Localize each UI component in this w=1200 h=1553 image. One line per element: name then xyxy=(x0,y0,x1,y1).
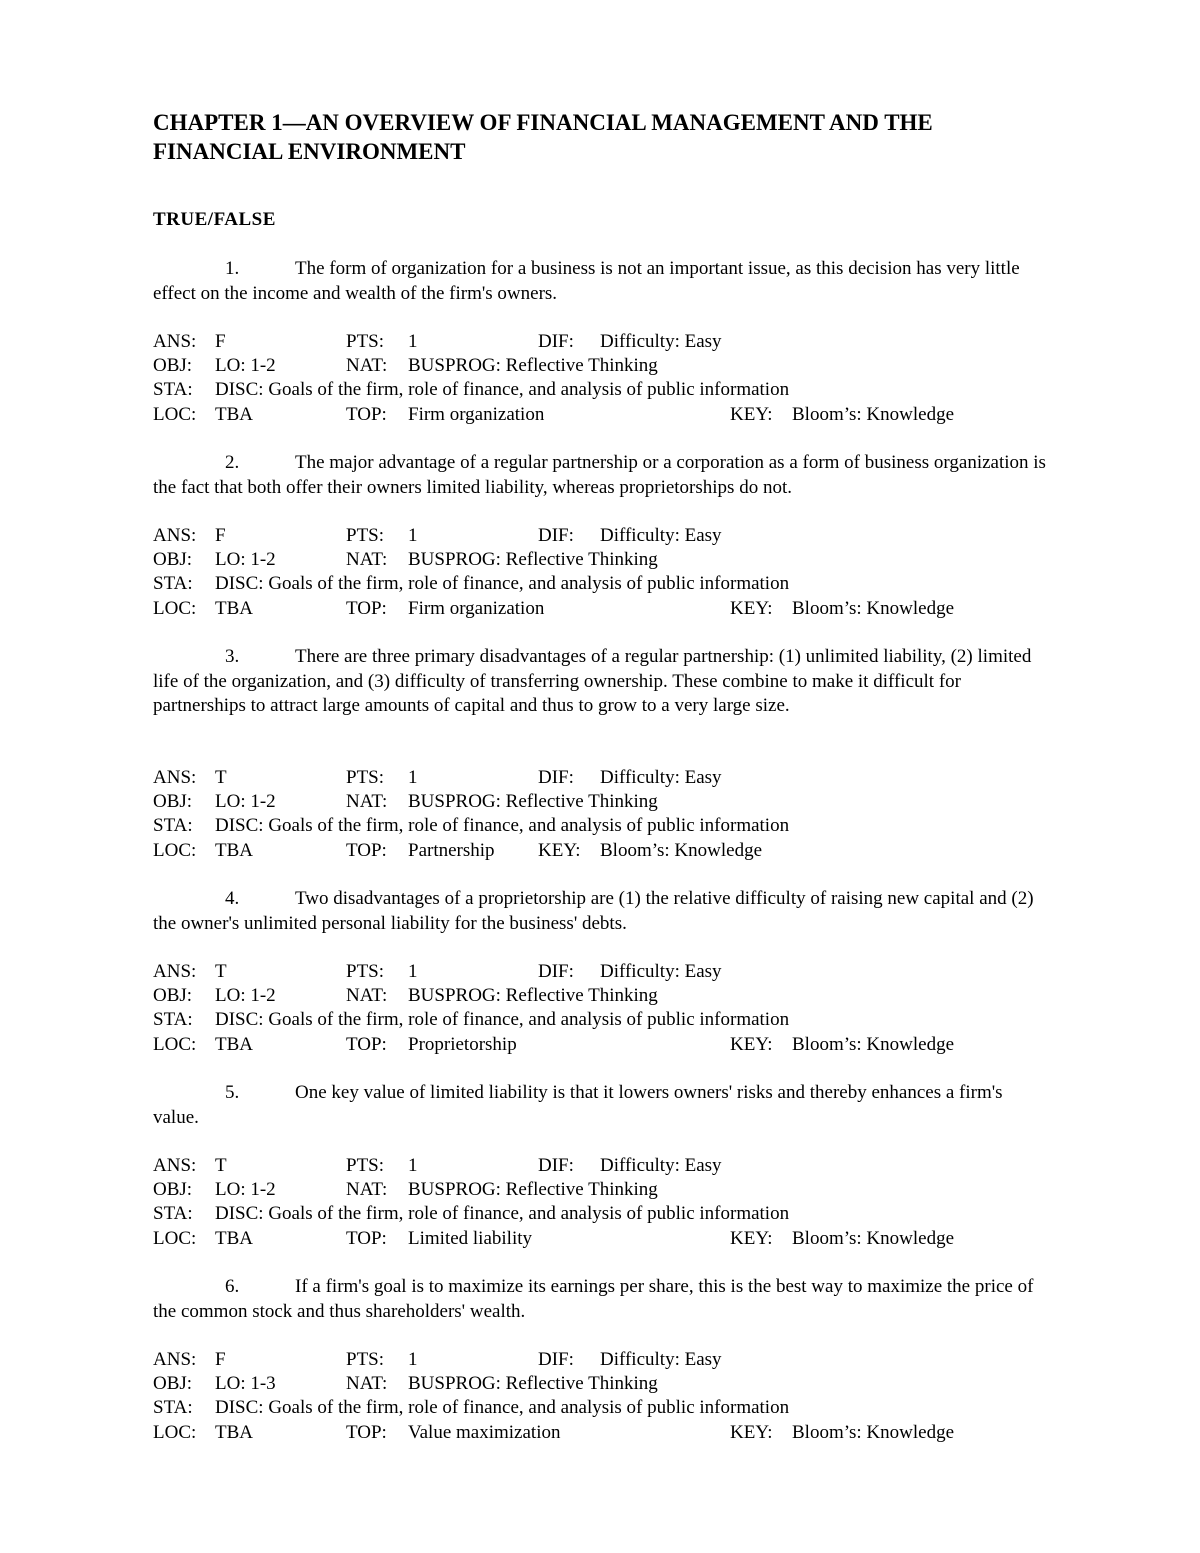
top-label: TOP: xyxy=(346,1227,387,1249)
location-row xyxy=(153,1227,1053,1251)
loc-value: TBA xyxy=(215,1227,253,1249)
question-number: 5. xyxy=(225,1082,240,1103)
dif-label: DIF: xyxy=(538,525,574,546)
question-5 xyxy=(153,1081,1053,1130)
standard-row xyxy=(153,378,1053,402)
top-value: Partnership xyxy=(408,839,495,861)
question-number: 4. xyxy=(225,888,240,909)
sta-value: DISC: Goals of the firm, role of finance, and analysis of public information xyxy=(215,1397,790,1419)
objective-row xyxy=(153,1178,1053,1202)
answer-block-6 xyxy=(153,1348,1053,1445)
nat-value: BUSPROG: Reflective Thinking xyxy=(408,355,658,377)
obj-value: LO: 1-3 xyxy=(215,1373,276,1395)
loc-value: TBA xyxy=(215,1421,253,1443)
ans-label: ANS: xyxy=(153,331,197,352)
location-row xyxy=(153,1421,1053,1445)
loc-label: LOC: xyxy=(153,1033,197,1055)
key-value: Bloom’s: Knowledge xyxy=(792,403,955,425)
question-text: Two disadvantages of a proprietorship are (1) the relative difficulty of raising new capital and (2) the owner's unlimited personal liability for the business' debts. xyxy=(153,888,1034,934)
nat-value: BUSPROG: Reflective Thinking xyxy=(408,549,658,571)
nat-label: NAT: xyxy=(346,1373,388,1395)
loc-value: TBA xyxy=(215,1033,253,1055)
answer-block-1 xyxy=(153,330,1053,427)
standard-row xyxy=(153,814,1053,838)
key-value: Bloom’s: Knowledge xyxy=(792,1033,955,1055)
sta-label: STA: xyxy=(153,1203,193,1225)
objective-row xyxy=(153,984,1053,1008)
loc-label: LOC: xyxy=(153,1227,197,1249)
nat-value: BUSPROG: Reflective Thinking xyxy=(408,1179,658,1201)
question-text: If a firm's goal is to maximize its earnings per share, this is the best way to maximize the price of the common stock and thus shareholders' wealth. xyxy=(153,1276,1034,1322)
location-row xyxy=(153,1033,1053,1057)
sta-value: DISC: Goals of the firm, role of finance, and analysis of public information xyxy=(215,815,790,837)
objective-row xyxy=(153,1372,1053,1396)
sta-value: DISC: Goals of the firm, role of finance, and analysis of public information xyxy=(215,1009,790,1031)
standard-row xyxy=(153,1202,1053,1226)
loc-value: TBA xyxy=(215,839,253,861)
nat-label: NAT: xyxy=(346,985,388,1007)
key-value: Bloom’s: Knowledge xyxy=(600,839,763,861)
question-6 xyxy=(153,1275,1053,1324)
sta-label: STA: xyxy=(153,1397,193,1419)
ans-label: ANS: xyxy=(153,525,197,546)
loc-value: TBA xyxy=(215,597,253,619)
standard-row xyxy=(153,572,1053,596)
nat-label: NAT: xyxy=(346,549,388,571)
objective-row xyxy=(153,790,1053,814)
key-label: KEY: xyxy=(730,403,773,425)
section-heading: TRUE/FALSE xyxy=(153,209,276,230)
ans-value: T xyxy=(215,961,227,982)
question-text: The major advantage of a regular partnership or a corporation as a form of business organization is the fact that both offer their owners limited liability, whereas proprietorships do not. xyxy=(153,452,1046,498)
question-1 xyxy=(153,257,1053,306)
top-label: TOP: xyxy=(346,597,387,619)
ans-value: F xyxy=(215,1349,226,1370)
answer-row xyxy=(153,960,1053,984)
objective-row xyxy=(153,548,1053,572)
nat-label: NAT: xyxy=(346,791,388,813)
top-value: Firm organization xyxy=(408,403,545,425)
question-2 xyxy=(153,451,1053,500)
key-label: KEY: xyxy=(730,1421,773,1443)
sta-value: DISC: Goals of the firm, role of finance, and analysis of public information xyxy=(215,573,790,595)
standard-row xyxy=(153,1396,1053,1420)
location-row xyxy=(153,597,1053,621)
nat-label: NAT: xyxy=(346,355,388,377)
top-label: TOP: xyxy=(346,403,387,425)
dif-value: Difficulty: Easy xyxy=(600,961,722,982)
nat-value: BUSPROG: Reflective Thinking xyxy=(408,1373,658,1395)
ans-label: ANS: xyxy=(153,767,197,788)
answer-block-2 xyxy=(153,524,1053,621)
standard-row xyxy=(153,1008,1053,1032)
dif-label: DIF: xyxy=(538,1155,574,1176)
answer-row xyxy=(153,524,1053,548)
top-label: TOP: xyxy=(346,1421,387,1443)
pts-value: 1 xyxy=(408,525,418,546)
nat-value: BUSPROG: Reflective Thinking xyxy=(408,791,658,813)
loc-value: TBA xyxy=(215,403,253,425)
pts-label: PTS: xyxy=(346,1155,385,1176)
answer-block-3 xyxy=(153,766,1053,863)
question-text: The form of organization for a business is not an important issue, as this decision has very little effect on the income and wealth of the firm's owners. xyxy=(153,258,1020,304)
obj-label: OBJ: xyxy=(153,985,193,1007)
question-text: One key value of limited liability is that it lowers owners' risks and thereby enhances a firm's value. xyxy=(153,1082,1003,1128)
pts-value: 1 xyxy=(408,1349,418,1370)
pts-label: PTS: xyxy=(346,1349,385,1370)
pts-label: PTS: xyxy=(346,961,385,982)
ans-value: F xyxy=(215,525,226,546)
location-row xyxy=(153,839,1053,863)
obj-value: LO: 1-2 xyxy=(215,549,276,571)
pts-label: PTS: xyxy=(346,525,385,546)
obj-value: LO: 1-2 xyxy=(215,355,276,377)
dif-value: Difficulty: Easy xyxy=(600,1349,722,1370)
key-value: Bloom’s: Knowledge xyxy=(792,1421,955,1443)
ans-value: T xyxy=(215,767,227,788)
dif-value: Difficulty: Easy xyxy=(600,1155,722,1176)
dif-value: Difficulty: Easy xyxy=(600,767,722,788)
pts-value: 1 xyxy=(408,961,418,982)
key-label: KEY: xyxy=(538,839,581,861)
top-value: Limited liability xyxy=(408,1227,533,1249)
dif-label: DIF: xyxy=(538,767,574,788)
obj-label: OBJ: xyxy=(153,1373,193,1395)
top-value: Proprietorship xyxy=(408,1033,517,1055)
chapter-title xyxy=(153,108,1053,166)
key-value: Bloom’s: Knowledge xyxy=(792,1227,955,1249)
dif-label: DIF: xyxy=(538,961,574,982)
question-number: 3. xyxy=(225,646,240,667)
answer-row xyxy=(153,1348,1053,1372)
obj-label: OBJ: xyxy=(153,549,193,571)
answer-block-5 xyxy=(153,1154,1053,1251)
question-number: 6. xyxy=(225,1276,240,1297)
answer-row xyxy=(153,766,1053,790)
question-3 xyxy=(153,645,1053,719)
dif-label: DIF: xyxy=(538,1349,574,1370)
obj-value: LO: 1-2 xyxy=(215,985,276,1007)
pts-label: PTS: xyxy=(346,767,385,788)
obj-label: OBJ: xyxy=(153,355,193,377)
pts-value: 1 xyxy=(408,1155,418,1176)
pts-value: 1 xyxy=(408,767,418,788)
loc-label: LOC: xyxy=(153,839,197,861)
dif-value: Difficulty: Easy xyxy=(600,525,722,546)
top-label: TOP: xyxy=(346,839,387,861)
ans-label: ANS: xyxy=(153,961,197,982)
objective-row xyxy=(153,354,1053,378)
sta-label: STA: xyxy=(153,379,193,401)
pts-label: PTS: xyxy=(346,331,385,352)
question-number: 1. xyxy=(225,258,240,279)
key-label: KEY: xyxy=(730,1033,773,1055)
key-label: KEY: xyxy=(730,1227,773,1249)
obj-label: OBJ: xyxy=(153,791,193,813)
sta-label: STA: xyxy=(153,815,193,837)
loc-label: LOC: xyxy=(153,1421,197,1443)
answer-block-4 xyxy=(153,960,1053,1057)
top-value: Value maximization xyxy=(408,1421,561,1443)
answer-row xyxy=(153,1154,1053,1178)
sta-value: DISC: Goals of the firm, role of finance, and analysis of public information xyxy=(215,1203,790,1225)
ans-value: T xyxy=(215,1155,227,1176)
question-text: There are three primary disadvantages of a regular partnership: (1) unlimited liability, (2) limited life of the organization, and (3) difficulty of transferring ownership. These combine to make it difficult for partnerships to attract large amounts of capital and thus to grow to a very large size. xyxy=(153,646,1032,716)
obj-value: LO: 1-2 xyxy=(215,1179,276,1201)
sta-value: DISC: Goals of the firm, role of finance, and analysis of public information xyxy=(215,379,790,401)
loc-label: LOC: xyxy=(153,597,197,619)
top-label: TOP: xyxy=(346,1033,387,1055)
obj-value: LO: 1-2 xyxy=(215,791,276,813)
chapter-title-line-2: FINANCIAL ENVIRONMENT xyxy=(153,139,466,164)
location-row xyxy=(153,403,1053,427)
chapter-title-line-1: CHAPTER 1—AN OVERVIEW OF FINANCIAL MANAGEMENT AND THE xyxy=(153,110,933,135)
dif-label: DIF: xyxy=(538,331,574,352)
nat-label: NAT: xyxy=(346,1179,388,1201)
obj-label: OBJ: xyxy=(153,1179,193,1201)
dif-value: Difficulty: Easy xyxy=(600,331,722,352)
question-4 xyxy=(153,887,1053,936)
sta-label: STA: xyxy=(153,1009,193,1031)
loc-label: LOC: xyxy=(153,403,197,425)
pts-value: 1 xyxy=(408,331,418,352)
answer-row xyxy=(153,330,1053,354)
top-value: Firm organization xyxy=(408,597,545,619)
key-label: KEY: xyxy=(730,597,773,619)
ans-value: F xyxy=(215,331,226,352)
sta-label: STA: xyxy=(153,573,193,595)
ans-label: ANS: xyxy=(153,1349,197,1370)
key-value: Bloom’s: Knowledge xyxy=(792,597,955,619)
question-number: 2. xyxy=(225,452,240,473)
ans-label: ANS: xyxy=(153,1155,197,1176)
nat-value: BUSPROG: Reflective Thinking xyxy=(408,985,658,1007)
